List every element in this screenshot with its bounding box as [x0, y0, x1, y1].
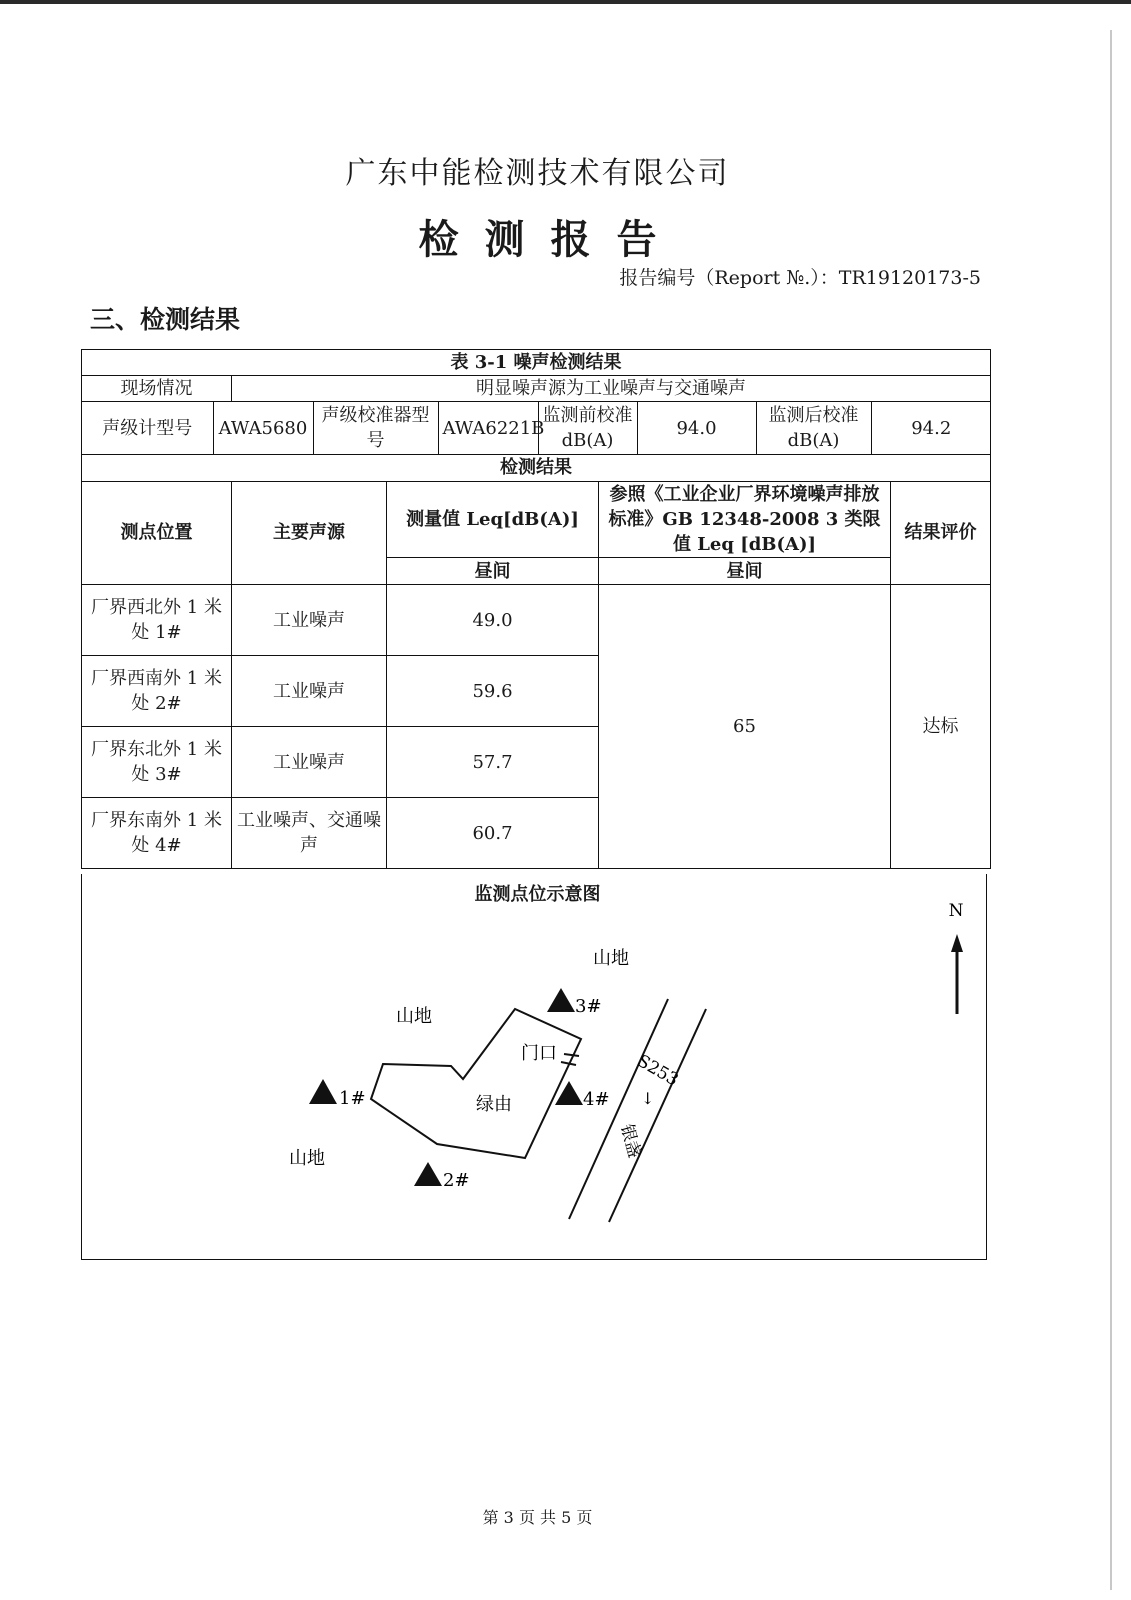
- report-number: 报告编号（Report №.）：TR19120173-5: [619, 267, 981, 289]
- col-measured-header: 测量值 Leq[dB(A)]: [387, 481, 599, 558]
- meter-label: 声级计型号: [82, 402, 213, 454]
- point-3-label: 3#: [575, 996, 602, 1017]
- row-source: 工业噪声、交通噪声: [232, 798, 387, 869]
- section-title: 三、检测结果: [90, 305, 241, 334]
- site-label: 现场情况: [82, 376, 232, 402]
- road-destination: 银盏: [616, 1122, 645, 1161]
- row-source: 工业噪声: [232, 585, 387, 656]
- row-value: 49.0: [387, 585, 599, 656]
- point-1-label: 1#: [339, 1088, 366, 1109]
- point-1-marker-icon: [309, 1079, 337, 1104]
- standard-daytime: 昼间: [599, 558, 891, 585]
- mountain-northwest-label: 山地: [396, 1006, 432, 1027]
- col-source-header: 主要声源: [232, 481, 387, 585]
- road-name: S253: [633, 1051, 682, 1091]
- col-point-header: 测点位置: [82, 481, 232, 585]
- road-arrow-icon: ↓: [641, 1089, 655, 1108]
- mountain-north-label: 山地: [593, 948, 629, 969]
- point-2-label: 2#: [443, 1170, 470, 1191]
- gate-marker-icon: [564, 1054, 579, 1056]
- calibrator-value: AWA6221B: [438, 402, 538, 454]
- mountain-southwest-label: 山地: [289, 1148, 325, 1169]
- row-value: 60.7: [387, 798, 599, 869]
- row-point: 厂界西南外 1 米处 2#: [82, 656, 232, 727]
- road-edge-east: [609, 1009, 706, 1222]
- north-label: N: [948, 901, 964, 921]
- point-2-marker-icon: [414, 1162, 442, 1186]
- top-border: [0, 0, 1131, 4]
- north-arrowhead-icon: [951, 934, 963, 952]
- plant-boundary: [371, 1009, 581, 1158]
- meter-value: AWA5680: [213, 402, 313, 454]
- instrument-row: [82, 402, 991, 454]
- row-source: 工业噪声: [232, 727, 387, 798]
- pre-calibration-label: 监测前校准 dB(A): [538, 402, 637, 454]
- row-value: 59.6: [387, 656, 599, 727]
- table-row: [82, 585, 991, 656]
- calibrator-label: 声级校准器型号: [313, 402, 438, 454]
- company-name: 广东中能检测技术有限公司: [345, 156, 730, 191]
- row-point: 厂界东北外 1 米处 3#: [82, 727, 232, 798]
- page-footer: 第 3 页 共 5 页: [482, 1508, 593, 1527]
- post-calibration-label: 监测后校准 dB(A): [756, 402, 871, 454]
- col-standard-header: 参照《工业企业厂界环境噪声排放标准》GB 12348-2008 3 类限值 Leq [dB(A)]: [599, 481, 891, 558]
- plant-label: 绿由: [476, 1094, 512, 1115]
- limit-value: 65: [599, 585, 891, 869]
- point-3-marker-icon: [547, 988, 575, 1012]
- post-calibration-value: 94.2: [911, 417, 952, 439]
- scan-edge: [1110, 30, 1112, 1590]
- map-title: 监测点位示意图: [474, 884, 601, 905]
- site-map: [81, 874, 987, 1260]
- evaluation: 达标: [891, 585, 991, 869]
- row-source: 工业噪声: [232, 656, 387, 727]
- row-value: 57.7: [387, 727, 599, 798]
- row-point: 厂界西北外 1 米处 1#: [82, 585, 232, 656]
- noise-results-table: [81, 349, 991, 869]
- site-value: 明显噪声源为工业噪声与交通噪声: [232, 376, 991, 402]
- measured-daytime: 昼间: [387, 558, 599, 585]
- table-caption: 表 3-1 噪声检测结果: [82, 350, 991, 376]
- results-header: 检测结果: [82, 455, 991, 481]
- gate-label: 门口: [521, 1043, 557, 1064]
- point-4-label: 4#: [583, 1089, 610, 1110]
- col-result-header: 结果评价: [891, 481, 991, 585]
- row-point: 厂界东南外 1 米处 4#: [82, 798, 232, 869]
- report-title: 检测报告: [418, 216, 683, 263]
- pre-calibration-value: 94.0: [637, 402, 756, 454]
